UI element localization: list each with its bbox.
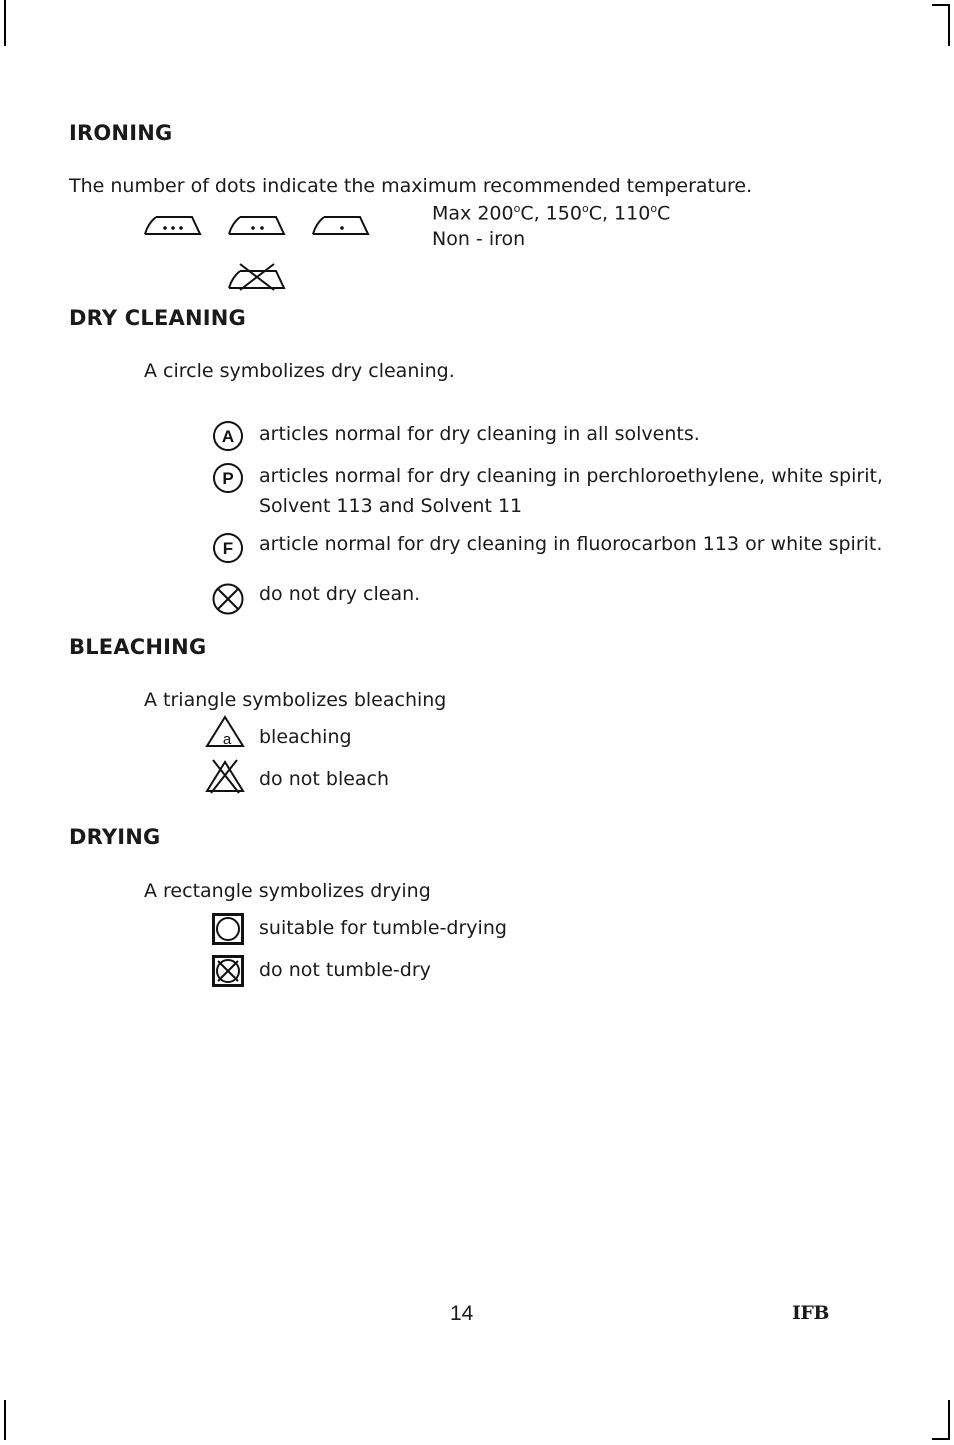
svg-text:F: F	[222, 539, 234, 558]
do-not-dry-clean-text: do not dry clean.	[259, 583, 421, 605]
svg-text:a: a	[222, 731, 232, 748]
iron-crossed-icon	[226, 262, 286, 292]
crop-mark-top-left	[4, 0, 6, 46]
ironing-heading: IRONING	[69, 121, 173, 145]
degree-sign: o	[650, 202, 658, 215]
bleaching-intro: A triangle symbolizes bleaching	[144, 689, 447, 711]
drying-intro: A rectangle symbolizes drying	[144, 880, 431, 902]
do-not-tumble-dry-text: do not tumble-dry	[259, 959, 431, 981]
max-c3: C	[657, 202, 671, 225]
do-not-bleach-icon	[205, 758, 245, 794]
iron-two-dots-icon	[226, 212, 286, 238]
max-c1: C, 150	[520, 202, 582, 225]
ironing-max-temperatures	[432, 202, 670, 224]
non-iron-label: Non - iron	[432, 228, 526, 250]
degree-sign: o	[581, 202, 589, 215]
iron-one-dot-icon	[310, 212, 370, 238]
dry-clean-p-icon	[212, 462, 244, 494]
dry-clean-a-text: articles normal for dry cleaning in all solvents.	[259, 423, 700, 445]
dry-clean-p-text: articles normal for dry cleaning in perchloroethylene, white spirit,	[259, 465, 883, 487]
do-not-tumble-dry-icon	[212, 955, 244, 987]
bleaching-heading: BLEACHING	[69, 635, 207, 659]
max-c2: C, 110	[588, 202, 651, 225]
brand-logo: IFB	[792, 1302, 829, 1324]
dry-clean-f-icon	[212, 532, 244, 564]
page-number: 14	[450, 1302, 474, 1325]
dry-clean-p-text-line2: Solvent 113 and Solvent 11	[259, 495, 523, 517]
crop-mark-bottom-right-v	[948, 1400, 950, 1440]
iron-three-dots-icon	[142, 212, 202, 238]
tumble-dry-icon	[212, 913, 244, 945]
dry-cleaning-heading: DRY CLEANING	[69, 306, 246, 330]
svg-text:A: A	[221, 427, 235, 446]
degree-sign: o	[513, 202, 521, 215]
dry-clean-f-text: article normal for dry cleaning in fluorocarbon 113 or white spirit.	[259, 533, 883, 555]
drying-heading: DRYING	[69, 825, 161, 849]
bleach-triangle-icon	[205, 714, 245, 748]
bleaching-text: bleaching	[259, 726, 352, 748]
crop-mark-top-right-v	[948, 4, 950, 46]
max-prefix: Max 200	[432, 202, 514, 225]
dry-clean-a-icon	[212, 420, 244, 452]
ironing-intro: The number of dots indicate the maximum recommended temperature.	[69, 175, 753, 197]
do-not-bleach-text: do not bleach	[259, 768, 390, 790]
crop-mark-bottom-left	[4, 1400, 6, 1440]
crop-mark-bottom-right-h	[932, 1438, 950, 1440]
do-not-dry-clean-icon	[211, 582, 245, 616]
svg-text:P: P	[222, 469, 234, 488]
tumble-dry-text: suitable for tumble-drying	[259, 917, 507, 939]
dry-cleaning-intro: A circle symbolizes dry cleaning.	[144, 360, 455, 382]
